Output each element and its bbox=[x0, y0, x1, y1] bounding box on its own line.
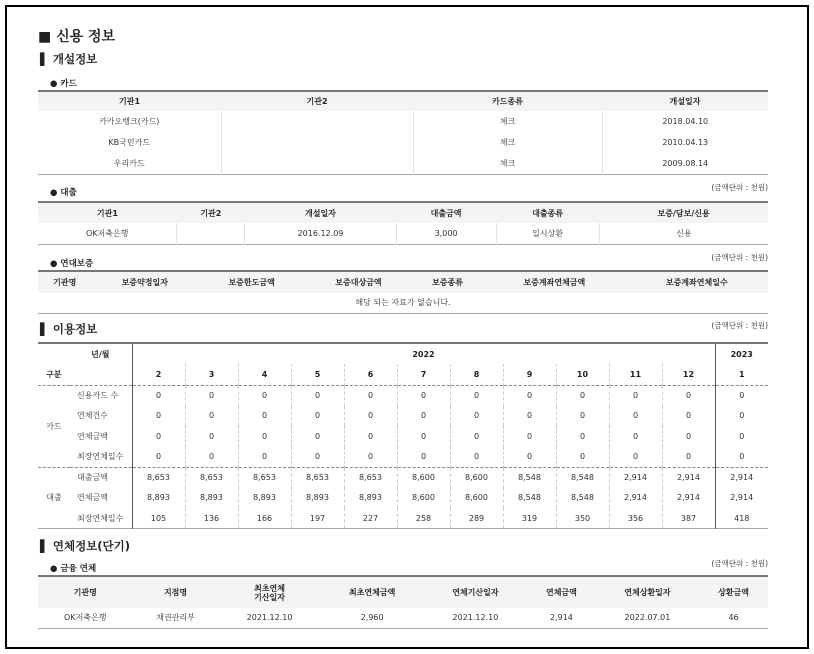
month-header: 7 bbox=[397, 364, 450, 385]
value-cell: 0 bbox=[185, 385, 238, 406]
value-cell: 0 bbox=[238, 426, 291, 447]
value-cell: 0 bbox=[503, 447, 556, 468]
value-cell: 0 bbox=[291, 406, 344, 427]
value-cell: 0 bbox=[503, 426, 556, 447]
month-header: 11 bbox=[609, 364, 662, 385]
month-row bbox=[38, 364, 768, 385]
usage-row bbox=[38, 508, 768, 529]
usage-row bbox=[38, 467, 768, 488]
value-cell: 0 bbox=[397, 447, 450, 468]
column-header: 최초연체 기산일자 bbox=[219, 576, 321, 608]
table-cell: 체크 bbox=[413, 132, 602, 153]
value-cell: 0 bbox=[185, 426, 238, 447]
value-cell: 0 bbox=[609, 385, 662, 406]
value-cell: 2,914 bbox=[715, 467, 768, 488]
section-title: 이용정보 bbox=[52, 322, 98, 336]
table-cell: 2,960 bbox=[360, 613, 384, 623]
value-cell: 258 bbox=[397, 508, 450, 529]
value-cell: 0 bbox=[132, 406, 185, 427]
value-cell: 197 bbox=[291, 508, 344, 529]
value-cell: 0 bbox=[662, 426, 715, 447]
empty-row bbox=[38, 293, 768, 313]
month-header: 1 bbox=[715, 364, 768, 385]
value-cell: 0 bbox=[662, 385, 715, 406]
empty-message: 해당 되는 자료가 없습니다. bbox=[355, 298, 451, 308]
loan-table bbox=[38, 201, 768, 245]
usage-table bbox=[38, 342, 768, 529]
header-row bbox=[38, 576, 768, 608]
value-cell: 0 bbox=[609, 406, 662, 427]
column-header: 기관명 bbox=[38, 271, 91, 293]
usage-row bbox=[38, 406, 768, 427]
usage-row bbox=[38, 447, 768, 468]
table-cell: 2010.04.13 bbox=[602, 132, 768, 153]
table-row bbox=[38, 223, 768, 244]
value-cell: 0 bbox=[556, 447, 609, 468]
value-cell: 8,893 bbox=[132, 488, 185, 509]
value-cell: 0 bbox=[185, 447, 238, 468]
column-header: 보증대상금액 bbox=[305, 271, 412, 293]
value-cell: 0 bbox=[238, 447, 291, 468]
table-cell: 체크 bbox=[413, 111, 602, 132]
value-cell: 0 bbox=[291, 447, 344, 468]
header-row bbox=[38, 91, 768, 111]
value-cell: 289 bbox=[450, 508, 503, 529]
delinquency-unit: (금액단위 : 천원) bbox=[711, 559, 768, 568]
value-cell: 8,893 bbox=[344, 488, 397, 509]
column-header: 대출금액 bbox=[396, 202, 496, 223]
value-cell: 0 bbox=[450, 447, 503, 468]
table-row bbox=[38, 132, 768, 153]
group-label: 카드 bbox=[38, 385, 70, 467]
value-cell: 350 bbox=[556, 508, 609, 529]
row-label: 신용카드 수 bbox=[70, 385, 132, 406]
month-header: 5 bbox=[291, 364, 344, 385]
column-header: 개설일자 bbox=[602, 91, 768, 111]
value-cell: 136 bbox=[185, 508, 238, 529]
value-cell: 8,548 bbox=[503, 488, 556, 509]
value-cell: 0 bbox=[715, 426, 768, 447]
section-usage: ▌ 이용정보 bbox=[40, 322, 98, 336]
table-cell: 2016.12.09 bbox=[245, 223, 396, 244]
value-cell: 0 bbox=[715, 385, 768, 406]
column-header: 카드종류 bbox=[413, 91, 602, 111]
month-header: 2 bbox=[132, 364, 185, 385]
value-cell: 8,653 bbox=[291, 467, 344, 488]
value-cell: 8,548 bbox=[503, 467, 556, 488]
month-header: 12 bbox=[662, 364, 715, 385]
table-cell: 2022.07.01 bbox=[624, 613, 671, 623]
value-cell: 0 bbox=[132, 426, 185, 447]
value-cell: 0 bbox=[344, 385, 397, 406]
table-cell: 2018.04.10 bbox=[602, 111, 768, 132]
value-cell: 8,548 bbox=[556, 467, 609, 488]
section-open-info: ▌ 개설정보 bbox=[40, 52, 98, 66]
table-row bbox=[38, 153, 768, 174]
delinquency-table bbox=[38, 575, 768, 629]
section-title: 연체정보(단기) bbox=[52, 539, 131, 553]
month-header: 9 bbox=[503, 364, 556, 385]
year-header: 2022 bbox=[132, 343, 715, 364]
section-title: 개설정보 bbox=[52, 52, 98, 66]
page-title: ■ 신용 정보 bbox=[38, 29, 116, 45]
year-row bbox=[38, 343, 768, 364]
section-delinquency: ▌ 연체정보(단기) bbox=[40, 539, 131, 553]
table-cell: 일시상환 bbox=[496, 223, 599, 244]
table-cell bbox=[221, 153, 413, 174]
column-header: 지점명 bbox=[133, 576, 219, 608]
row-label: 최장연체일수 bbox=[77, 513, 124, 523]
month-header: 3 bbox=[185, 364, 238, 385]
value-cell: 0 bbox=[556, 426, 609, 447]
value-cell: 0 bbox=[503, 406, 556, 427]
value-cell: 8,600 bbox=[397, 488, 450, 509]
value-cell: 0 bbox=[185, 406, 238, 427]
value-cell: 418 bbox=[715, 508, 768, 529]
value-cell: 8,893 bbox=[238, 488, 291, 509]
value-cell: 2,914 bbox=[609, 467, 662, 488]
row-label: 연체금액 bbox=[77, 431, 108, 441]
guarantee-label: ● 연대보증 bbox=[50, 259, 94, 269]
column-header: 기관2 bbox=[221, 91, 413, 111]
value-cell: 8,653 bbox=[238, 467, 291, 488]
value-cell: 0 bbox=[344, 406, 397, 427]
value-cell: 0 bbox=[450, 385, 503, 406]
column-header: 보증/담보/신용 bbox=[599, 202, 768, 223]
column-header: 최초연체금액 bbox=[321, 576, 424, 608]
table-cell: 2009.08.14 bbox=[602, 153, 768, 174]
table-cell: 카카오뱅크(카드) bbox=[99, 117, 160, 126]
value-cell: 2,914 bbox=[715, 488, 768, 509]
card-table bbox=[38, 90, 768, 175]
value-cell: 0 bbox=[609, 447, 662, 468]
column-header: 보증종류 bbox=[412, 271, 483, 293]
value-cell: 319 bbox=[503, 508, 556, 529]
year-header: 2023 bbox=[715, 343, 768, 364]
usage-row bbox=[38, 385, 768, 406]
month-header: 4 bbox=[238, 364, 291, 385]
value-cell: 0 bbox=[609, 426, 662, 447]
guarantee-table bbox=[38, 270, 768, 314]
group-label: 대출 bbox=[38, 467, 70, 529]
value-cell: 2,914 bbox=[662, 467, 715, 488]
value-cell: 8,893 bbox=[185, 488, 238, 509]
table-cell: OK저축은행 bbox=[85, 228, 129, 238]
value-cell: 8,548 bbox=[556, 488, 609, 509]
value-cell: 0 bbox=[556, 406, 609, 427]
value-cell: 0 bbox=[132, 385, 185, 406]
value-cell: 8,893 bbox=[291, 488, 344, 509]
column-header: 기관1 bbox=[38, 91, 221, 111]
column-header: 보증한도금액 bbox=[198, 271, 305, 293]
column-header: 상환금액 bbox=[699, 576, 768, 608]
value-cell: 8,600 bbox=[397, 467, 450, 488]
value-cell: 0 bbox=[344, 426, 397, 447]
column-header: 기관명 bbox=[38, 576, 133, 608]
column-header: 대출종류 bbox=[496, 202, 599, 223]
card-label: ● 카드 bbox=[50, 79, 77, 89]
value-cell: 0 bbox=[715, 406, 768, 427]
value-cell: 0 bbox=[344, 447, 397, 468]
value-cell: 8,653 bbox=[344, 467, 397, 488]
table-cell: OK저축은행 bbox=[64, 613, 107, 623]
value-cell: 0 bbox=[503, 385, 556, 406]
corner-bottom: 구분 bbox=[38, 364, 132, 385]
value-cell: 227 bbox=[344, 508, 397, 529]
table-cell: 우리카드 bbox=[113, 158, 145, 168]
value-cell: 8,600 bbox=[450, 488, 503, 509]
column-header: 연체기산일자 bbox=[424, 576, 527, 608]
table-cell: 3,000 bbox=[396, 223, 496, 244]
value-cell: 0 bbox=[662, 447, 715, 468]
value-cell: 0 bbox=[662, 406, 715, 427]
value-cell: 0 bbox=[450, 406, 503, 427]
value-cell: 105 bbox=[132, 508, 185, 529]
value-cell: 0 bbox=[397, 406, 450, 427]
usage-unit: (금액단위 : 천원) bbox=[711, 321, 768, 330]
value-cell: 2,914 bbox=[609, 488, 662, 509]
table-cell: 2021.12.10 bbox=[452, 613, 499, 623]
month-header: 10 bbox=[556, 364, 609, 385]
table-cell: 2021.12.10 bbox=[246, 613, 293, 623]
value-cell: 8,653 bbox=[132, 467, 185, 488]
table-cell bbox=[177, 223, 245, 244]
value-cell: 0 bbox=[397, 385, 450, 406]
table-cell: 2,914 bbox=[549, 613, 573, 623]
value-cell: 0 bbox=[291, 385, 344, 406]
value-cell: 387 bbox=[662, 508, 715, 529]
month-header: 8 bbox=[450, 364, 503, 385]
table-cell bbox=[221, 132, 413, 153]
column-header: 기관1 bbox=[38, 202, 177, 223]
value-cell: 0 bbox=[238, 406, 291, 427]
value-cell: 0 bbox=[132, 447, 185, 468]
loan-label: ● 대출 bbox=[50, 188, 77, 198]
value-cell: 0 bbox=[450, 426, 503, 447]
value-cell: 166 bbox=[238, 508, 291, 529]
column-header: 연체상환일자 bbox=[596, 576, 699, 608]
table-cell: 체크 bbox=[413, 153, 602, 174]
value-cell: 0 bbox=[556, 385, 609, 406]
value-cell: 0 bbox=[397, 426, 450, 447]
delinquency-label: ● 금융 연체 bbox=[50, 564, 97, 574]
table-cell: KB국민카드 bbox=[108, 138, 151, 147]
value-cell: 8,653 bbox=[185, 467, 238, 488]
row-label: 연체금액 bbox=[77, 493, 108, 503]
header-row bbox=[38, 202, 768, 223]
column-header: 기관2 bbox=[177, 202, 245, 223]
column-header: 보증계좌연체일수 bbox=[626, 271, 768, 293]
table-cell: 신용 bbox=[599, 223, 768, 244]
row-label: 대출금액 bbox=[70, 467, 132, 488]
table-cell bbox=[221, 111, 413, 132]
value-cell: 0 bbox=[238, 385, 291, 406]
value-cell: 0 bbox=[715, 447, 768, 468]
column-header: 연체금액 bbox=[527, 576, 596, 608]
value-cell: 0 bbox=[291, 426, 344, 447]
table-row bbox=[38, 608, 768, 628]
column-header: 보증계좌연체금액 bbox=[483, 271, 625, 293]
table-cell: 46 bbox=[728, 613, 739, 623]
table-row bbox=[38, 111, 768, 132]
usage-row bbox=[38, 426, 768, 447]
loan-unit: (금액단위 : 천원) bbox=[711, 183, 768, 192]
guarantee-unit: (금액단위 : 천원) bbox=[711, 253, 768, 262]
value-cell: 356 bbox=[609, 508, 662, 529]
value-cell: 2,914 bbox=[662, 488, 715, 509]
header-row bbox=[38, 271, 768, 293]
column-header: 보증약정일자 bbox=[91, 271, 198, 293]
column-header: 개설일자 bbox=[245, 202, 396, 223]
table-cell: 채권관리부 bbox=[156, 613, 195, 623]
row-label: 최장연체일수 bbox=[77, 452, 124, 461]
corner-top: 년/월 bbox=[38, 343, 132, 364]
value-cell: 8,600 bbox=[450, 467, 503, 488]
row-label: 연체건수 bbox=[77, 411, 108, 421]
month-header: 6 bbox=[344, 364, 397, 385]
usage-row bbox=[38, 488, 768, 509]
